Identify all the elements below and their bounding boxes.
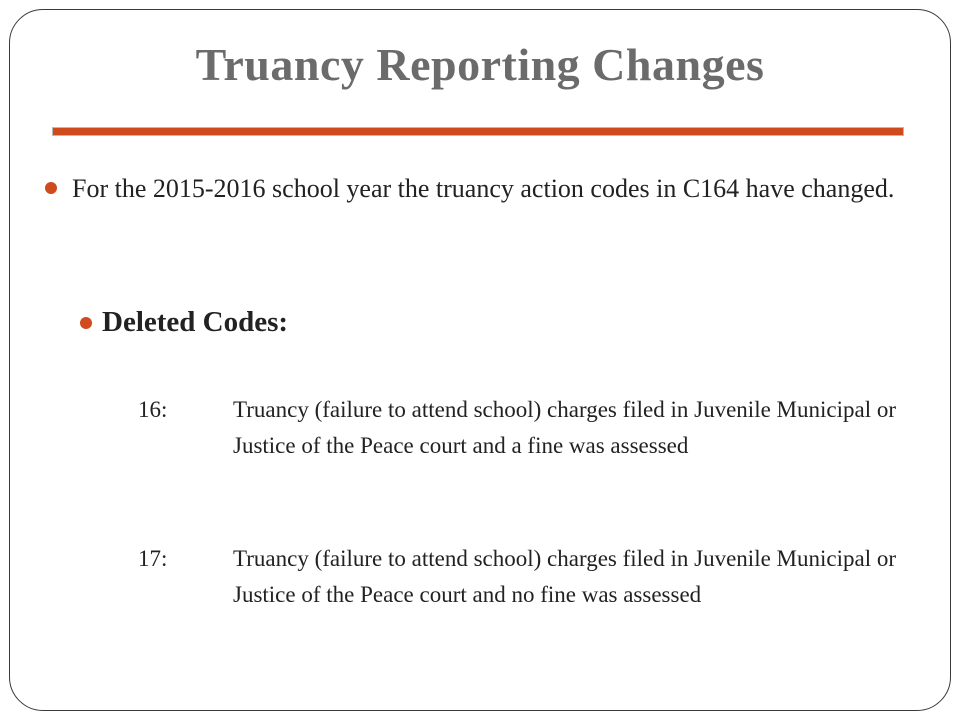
code-17-number: 17: [138,546,168,571]
code-16-number: 16: [138,397,168,422]
deleted-codes-heading: Deleted Codes: [102,306,289,338]
code-16-description: Truancy (failure to attend school) charges filed in Juvenile Municipal or Justice of the Peace court and a fine was assessed [233,397,896,458]
bullet-dot-icon [80,317,92,329]
code-17-description: Truancy (failure to attend school) charges filed in Juvenile Municipal or Justice of the Peace court and no fine was assessed [233,546,896,607]
main-bullet-text: For the 2015-2016 school year the truancy action codes in C164 have changed. [72,174,895,203]
title-divider [52,127,904,136]
bullet-dot-icon [45,182,57,194]
slide-title: Truancy Reporting Changes [195,39,765,90]
